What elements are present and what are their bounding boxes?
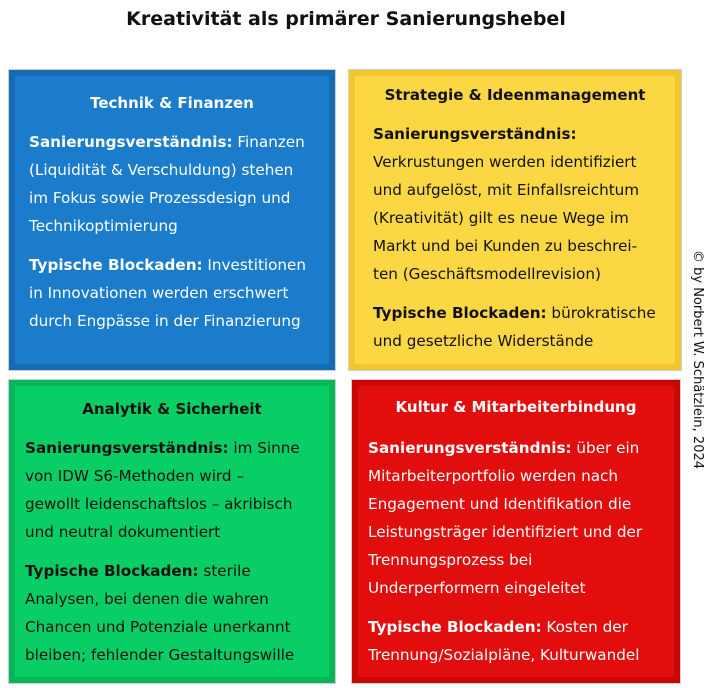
quadrant-heading: Technik & Finanzen <box>90 94 254 112</box>
text-line: sterile <box>198 562 251 580</box>
blockade-paragraph <box>368 613 678 669</box>
blockade-label: Typische Blockaden: <box>368 618 542 636</box>
quadrant-body <box>29 128 329 335</box>
text-line: Trennungsprozess bei <box>368 551 533 569</box>
understanding-label: Sanierungsverständnis: <box>373 125 577 143</box>
text-line: Markt und bei Kunden zu beschrei- <box>373 237 638 255</box>
blockade-paragraph <box>29 251 329 335</box>
understanding-label: Sanierungsverständnis: <box>25 439 229 457</box>
text-line: Mitarbeiterportfolio werden nach <box>368 467 618 485</box>
text-line: ten (Geschäftsmodellrevision) <box>373 265 601 283</box>
understanding-paragraph <box>25 434 330 546</box>
quadrant-strategie-ideenmanagement <box>348 69 682 371</box>
text-line: in Innovationen werden erschwert <box>29 284 289 302</box>
text-line: Engagement und Identifikation die <box>368 495 632 513</box>
quadrant-body <box>368 434 678 669</box>
text-line: Verkrustungen werden identifiziert <box>373 153 637 171</box>
text-line: Analysen, bei denen die wahren <box>25 590 269 608</box>
blockade-paragraph <box>25 557 330 669</box>
blockade-paragraph <box>373 299 678 355</box>
understanding-label: Sanierungsverständnis: <box>29 133 233 151</box>
understanding-paragraph <box>368 434 678 602</box>
blockade-label: Typische Blockaden: <box>373 304 547 322</box>
quadrant-heading: Kultur & Mitarbeiterbindung <box>395 398 637 416</box>
quadrant-heading: Analytik & Sicherheit <box>82 400 262 418</box>
text-line: und gesetzliche Widerstände <box>373 332 594 350</box>
text-line: bleiben; fehlender Gestaltungswille <box>25 646 295 664</box>
text-line: gewollt leidenschaftslos – akribisch <box>25 495 293 513</box>
quadrant-heading: Strategie & Ideenmanagement <box>384 86 646 104</box>
text-line: Chancen und Potenziale unerkannt <box>25 618 291 636</box>
diagram-title: Kreativität als primärer Sanierungshebel <box>126 8 566 30</box>
text-line: von IDW S6-Methoden wird – <box>25 467 244 485</box>
understanding-label: Sanierungsverständnis: <box>368 439 572 457</box>
text-line: Trennung/Sozialpläne, Kulturwandel <box>368 646 640 664</box>
quadrant-analytik-sicherheit <box>8 379 336 684</box>
text-line: bürokratische <box>546 304 656 322</box>
quadrant-kultur-mitarbeiterbindung <box>351 379 681 684</box>
text-line: Underperformern eingeleitet <box>368 579 586 597</box>
text-line: (Liquidität & Verschuldung) stehen <box>29 161 294 179</box>
copyright-credit: © by Norbert W. Schätzlein, 2024 <box>690 250 705 470</box>
understanding-paragraph <box>373 120 678 288</box>
text-line: und neutral dokumentiert <box>25 523 221 541</box>
text-line: (Kreativität) gilt es neue Wege im <box>373 209 629 227</box>
text-line: im Fokus sowie Prozessdesign und <box>29 189 291 207</box>
text-line: Investitionen <box>202 256 307 274</box>
text-line: und aufgelöst, mit Einfallsreichtum <box>373 181 640 199</box>
text-line: im Sinne <box>228 439 300 457</box>
text-line: Technikoptimierung <box>29 217 178 235</box>
text-line: Finanzen <box>232 133 305 151</box>
text-line: über ein <box>571 439 640 457</box>
text-line: Kosten der <box>541 618 628 636</box>
quadrant-body <box>25 434 330 669</box>
text-line: durch Engpässe in der Finanzierung <box>29 312 301 330</box>
quadrant-body <box>373 120 678 355</box>
blockade-label: Typische Blockaden: <box>29 256 203 274</box>
text-line: Leistungsträger identifiziert und der <box>368 523 643 541</box>
blockade-label: Typische Blockaden: <box>25 562 199 580</box>
quadrant-technik-finanzen <box>8 69 336 371</box>
understanding-paragraph <box>29 128 329 240</box>
